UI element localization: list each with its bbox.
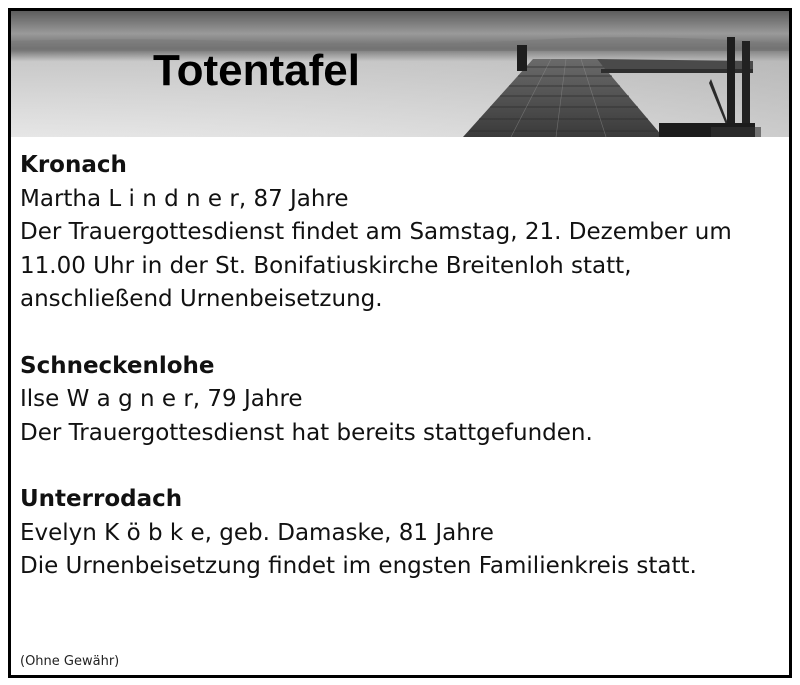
- disclaimer: (Ohne Gewähr): [20, 654, 120, 669]
- obituary-list: [20, 149, 780, 617]
- entry-text-line: Der Trauergottesdienst hat bereits stattgefunden.: [20, 419, 593, 446]
- header-banner: [11, 11, 789, 137]
- entry-text-line: anschließend Urnenbeisetzung.: [20, 286, 383, 312]
- page-title: Totentafel: [153, 46, 360, 95]
- entry-text-line: Die Urnenbeisetzung findet im engsten Familienkreis statt.: [20, 553, 697, 579]
- obituary-entry-kronach: [20, 149, 780, 317]
- jetty-photo: [11, 11, 789, 137]
- entry-name: Ilse W a g n e r, 79 Jahre: [20, 386, 303, 412]
- entry-place: Kronach: [20, 152, 127, 178]
- entry-place: Schneckenlohe: [20, 352, 215, 379]
- entry-text-line: Der Trauergottesdienst findet am Samstag, 21. Dezember um: [20, 219, 732, 245]
- obituary-entry-unterrodach: [20, 483, 780, 584]
- obituary-entry-schneckenlohe: [20, 350, 780, 451]
- entry-name: Martha L i n d n e r, 87 Jahre: [20, 185, 349, 212]
- entry-text-line: 11.00 Uhr in der St. Bonifatiuskirche Breitenloh statt,: [20, 252, 632, 279]
- entry-name: Evelyn K ö b k e, geb. Damaske, 81 Jahre: [20, 519, 494, 546]
- obituary-notice: [8, 8, 792, 678]
- entry-place: Unterrodach: [20, 486, 183, 512]
